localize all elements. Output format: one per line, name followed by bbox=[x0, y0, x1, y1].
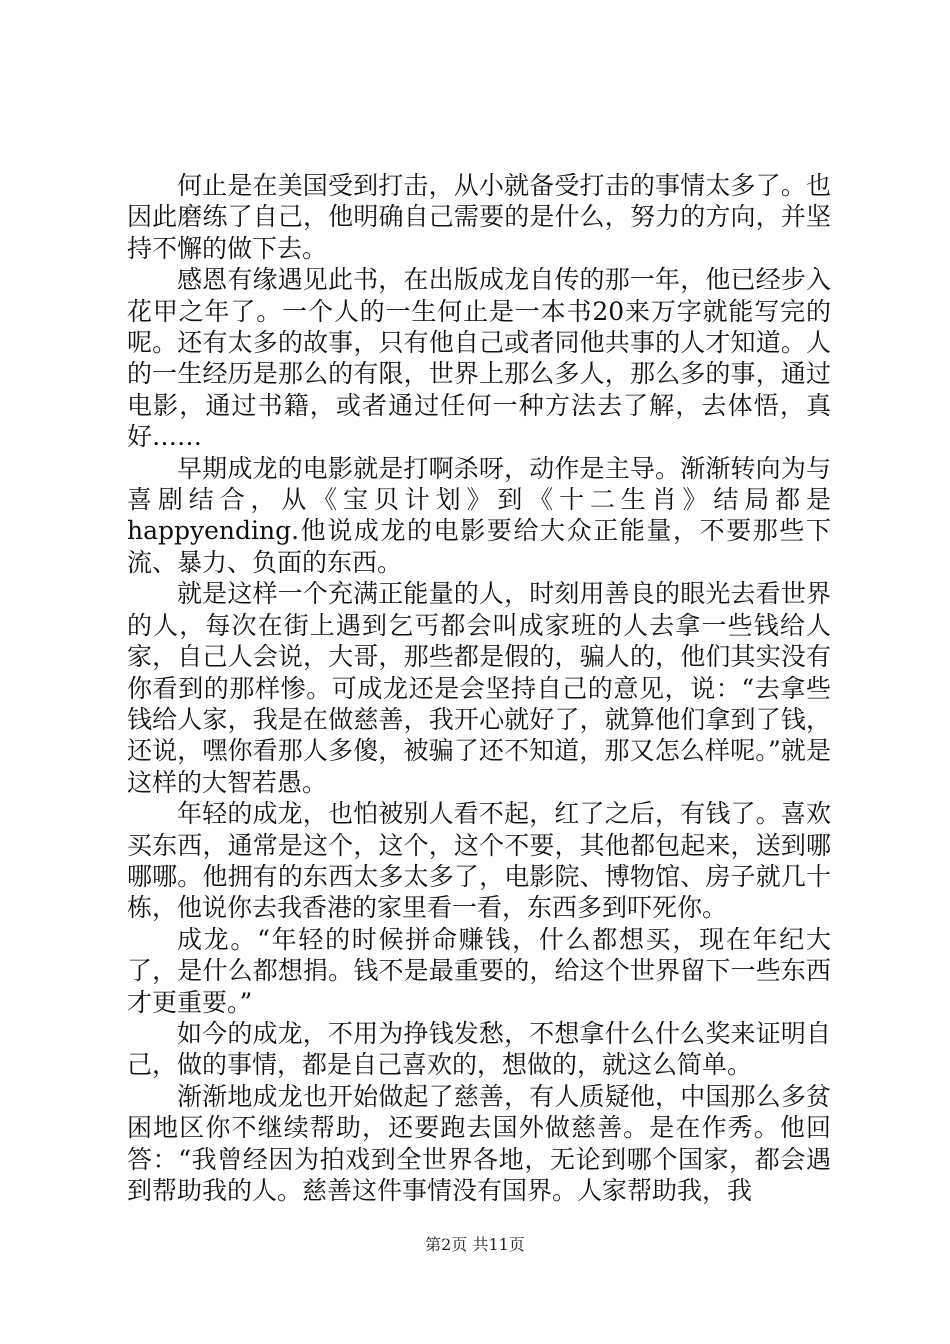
paragraph-4: 就是这样一个充满正能量的人，时刻用善良的眼光去看世界的人，每次在街上遇到乞丐都会叫成家班的人去拿一些钱给人家，自己人会说，大哥，那些都是假的，骗人的，他们其实没有你看到的那样惨。可成龙还是会坚持自己的意见，说：“去拿些钱给人家，我是在做慈善，我开心就好了，就算他们拿到了钱，还说，嘿你看那人多傻，被骗了还不知道，那又怎么样呢。”就是这样的大智若愚。 bbox=[127, 579, 831, 797]
paragraph-8: 渐渐地成龙也开始做起了慈善，有人质疑他，中国那么多贫困地区你不继续帮助，还要跑去国外做慈善。是在作秀。他回答：“我曾经因为拍戏到全世界各地，无论到哪个国家，都会遇到帮助我的人。慈善这件事情没有国界。人家帮助我，我 bbox=[127, 1081, 831, 1205]
paragraph-7: 如今的成龙，不用为挣钱发愁，不想拿什么什么奖来证明自己，做的事情，都是自己喜欢的，想做的，就这么简单。 bbox=[127, 1018, 831, 1080]
page-footer: 第2页 共11页 bbox=[425, 1235, 525, 1254]
paragraph-3: 早期成龙的电影就是打啊杀呀，动作是主导。渐渐转向为与喜剧结合，从《宝贝计划》到《十二生肖》结局都是happyending.他说成龙的电影要给大众正能量，不要那些下流、暴力、负面的东西。 bbox=[127, 453, 831, 577]
paragraph-1: 何止是在美国受到打击，从小就备受打击的事情太多了。也因此磨练了自己，他明确自己需要的是什么，努力的方向，并坚持不懈的做下去。 bbox=[127, 171, 831, 263]
paragraph-5: 年轻的成龙，也怕被别人看不起，红了之后，有钱了。喜欢买东西，通常是这个，这个，这个不要，其他都包起来，送到哪哪哪。他拥有的东西太多太多了，电影院、博物馆、房子就几十栋，他说你去我香港的家里看一看，东西多到吓死你。 bbox=[127, 799, 831, 923]
document-body bbox=[127, 170, 831, 1206]
paragraph-6: 成龙。“年轻的时候拼命赚钱，什么都想买，现在年纪大了，是什么都想捐。钱不是最重要的，给这个世界留下一些东西才更重要。” bbox=[127, 924, 831, 1017]
paragraph-2: 感恩有缘遇见此书，在出版成龙自传的那一年，他已经步入花甲之年了。一个人的一生何止是一本书20来万字就能写完的呢。还有太多的故事，只有他自己或者同他共事的人才知道。人的一生经历是那么的有限，世界上那么多人，那么多的事，通过电影，通过书籍，或者通过任何一种方法去了解，去体悟，真好…… bbox=[127, 265, 831, 452]
